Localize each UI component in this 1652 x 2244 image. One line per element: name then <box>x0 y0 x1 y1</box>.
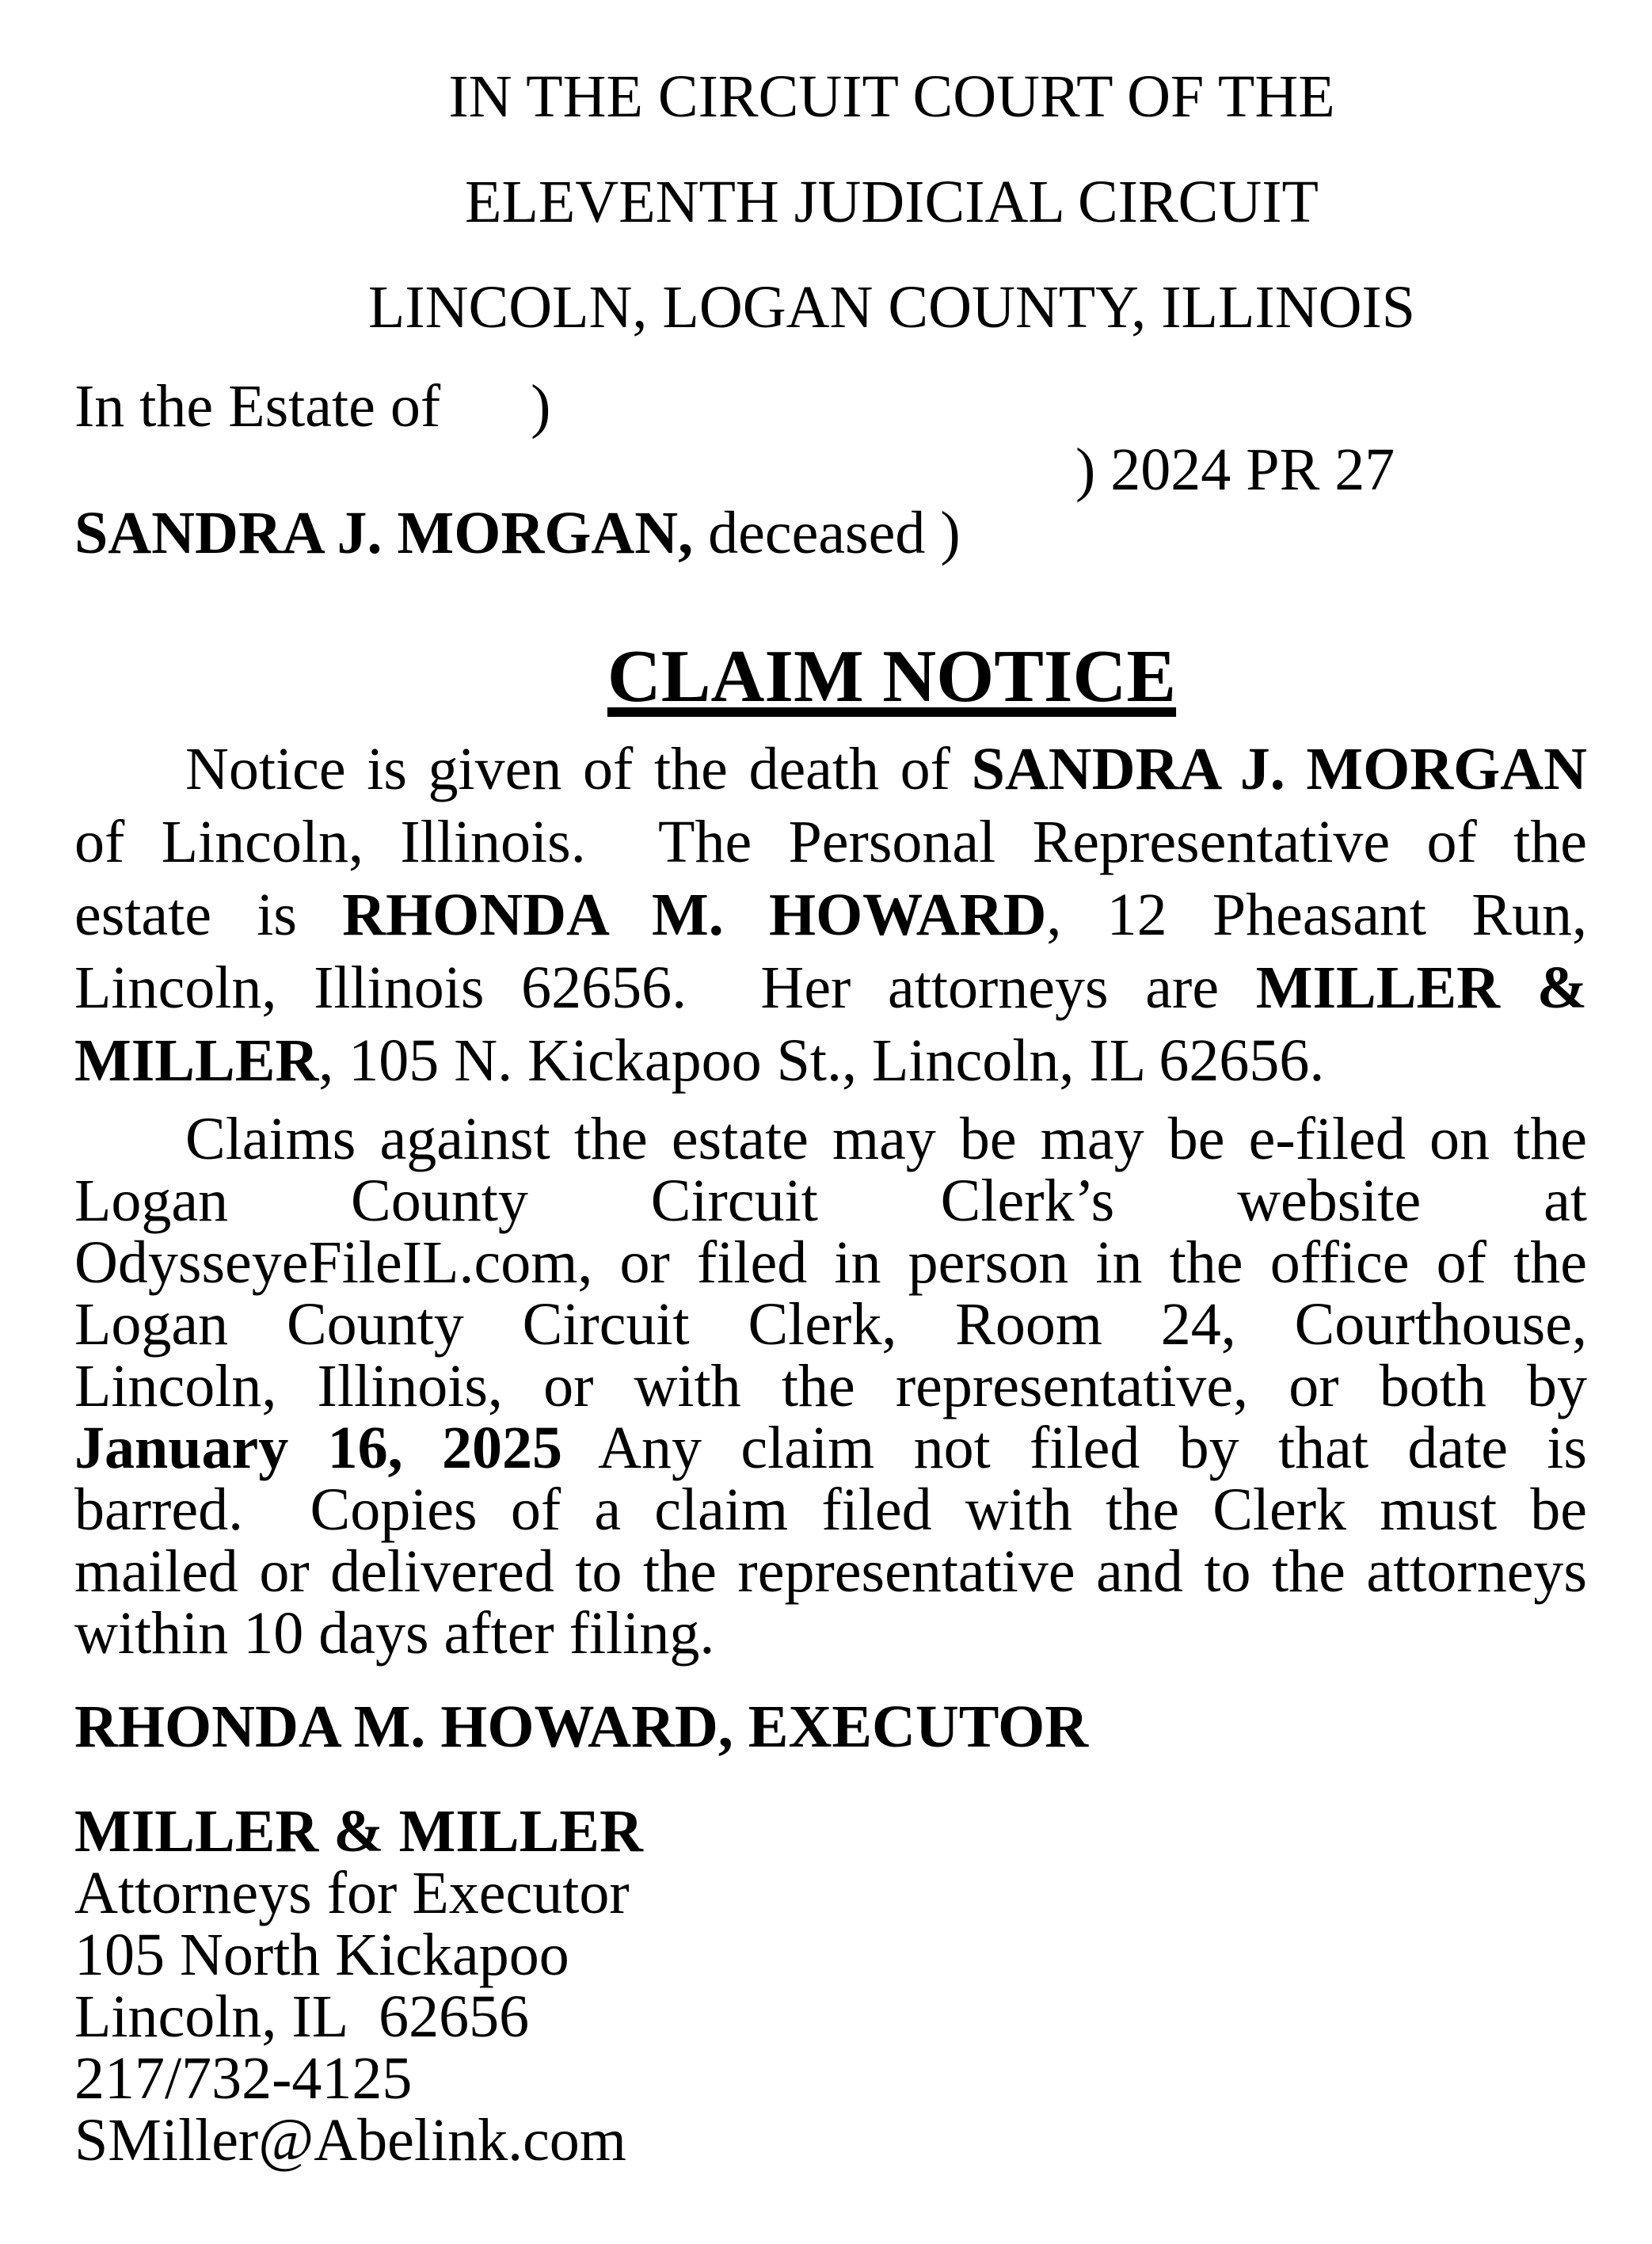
text-line <box>74 1291 1587 1358</box>
case-number: ) 2024 PR 27 <box>1075 436 1395 503</box>
attorney-email-line: SMiller@Abelink.com <box>74 2107 626 2174</box>
text-line <box>74 1476 1587 1543</box>
text-segment: , 12 Pheasant Run, <box>1046 882 1587 948</box>
law-firm-name <box>74 1798 1587 1865</box>
text-line <box>74 1355 1587 1417</box>
text-line <box>74 1024 1587 1097</box>
attorney-city-line: Lincoln, IL 62656 <box>74 1983 530 2050</box>
text-segment: Logan County Circuit Clerk, Room 24, Courthouse, <box>74 1291 1587 1358</box>
text-segment: deceased ) <box>693 500 961 566</box>
text-segment: Notice is given of the death of <box>185 736 972 802</box>
text-line <box>74 733 1587 806</box>
attorney-street-line: 105 North Kickapoo <box>74 1922 569 1988</box>
claim-notice-title: CLAIM NOTICE <box>607 635 1177 718</box>
text-segment: Lincoln, Illinois, or with the representative, or both by <box>74 1353 1587 1419</box>
bold-text-segment: SANDRA J. MORGAN, <box>74 500 694 566</box>
text-line <box>74 1170 1587 1232</box>
text-segment: Logan County Circuit Clerk’s website at <box>74 1168 1587 1234</box>
text-line <box>74 878 1587 951</box>
text-segment: within 10 days after filing. <box>74 1600 715 1667</box>
claims-paragraph <box>74 1106 1587 1667</box>
text-segment: Lincoln, Illinois 62656. Her attorneys are <box>74 954 1256 1021</box>
bold-text-segment: MILLER & MILLER <box>74 1798 643 1865</box>
court-header-line-1: IN THE CIRCUIT COURT OF THE <box>448 63 1335 130</box>
text-segment: barred. Copies of a claim filed with the Clerk must be <box>74 1476 1587 1543</box>
text-line <box>74 806 1587 878</box>
attorney-role-line: Attorneys for Executor <box>74 1860 630 1926</box>
text-segment: estate is <box>74 882 343 948</box>
text-segment: Claims against the estate may be may be e-filed on the <box>185 1106 1587 1172</box>
text-line <box>74 1108 1587 1170</box>
executor-signature-line <box>74 1693 1587 1760</box>
text-line <box>74 1538 1587 1605</box>
case-caption <box>74 375 1587 565</box>
court-header <box>74 44 1587 360</box>
text-segment: of Lincoln, Illinois. The Personal Representative of the <box>74 809 1587 875</box>
document-title-row <box>74 633 1587 725</box>
attorney-block <box>74 1798 1587 2174</box>
bold-text-segment: RHONDA M. HOWARD <box>342 882 1047 948</box>
text-segment: , 105 N. Kickapoo St., Lincoln, IL 62656. <box>318 1027 1325 1094</box>
attorney-phone-line: 217/732-4125 <box>74 2045 413 2112</box>
bold-text-segment: SANDRA J. MORGAN <box>971 736 1587 802</box>
text-line <box>74 951 1587 1024</box>
bold-text-segment: January 16, 2025 <box>74 1415 562 1481</box>
bold-text-segment: MILLER <box>74 1027 319 1094</box>
text-segment: mailed or delivered to the representative and to the attorneys <box>74 1538 1587 1605</box>
estate-of-line: In the Estate of ) <box>74 373 551 440</box>
text-line <box>74 1417 1587 1479</box>
text-line <box>74 1229 1587 1296</box>
text-segment: Any claim not filed by that date is <box>562 1415 1587 1481</box>
bold-text-segment: RHONDA M. HOWARD, EXECUTOR <box>74 1693 1089 1760</box>
court-header-line-2: ELEVENTH JUDICIAL CIRCUIT <box>465 169 1319 235</box>
text-segment: OdysseyeFileIL.com, or filed in person in the office of the <box>74 1229 1587 1296</box>
court-header-line-3: LINCOLN, LOGAN COUNTY, ILLINOIS <box>367 274 1416 341</box>
text-line <box>74 1600 1587 1667</box>
bold-text-segment: MILLER & <box>1255 954 1588 1021</box>
decedent-line <box>74 501 1587 565</box>
notice-paragraph <box>74 733 1587 1097</box>
